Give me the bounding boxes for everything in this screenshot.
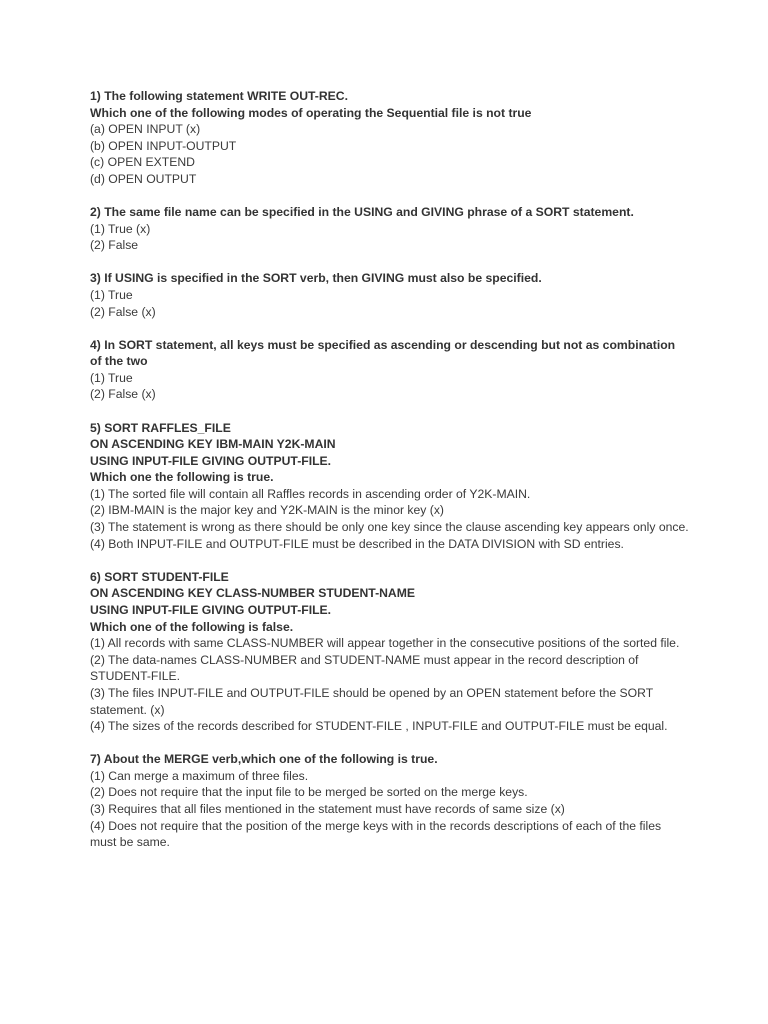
question-text: 7) About the MERGE verb,which one of the following is true. <box>90 752 438 767</box>
question-5 <box>90 420 690 553</box>
question-text: 2) The same file name can be specified in the USING and GIVING phrase of a SORT statement. <box>90 205 634 220</box>
question-3 <box>90 270 690 320</box>
answer-option: (2) The data-names CLASS-NUMBER and STUDENT-NAME must appear in the record description of STUDENT-FILE. <box>90 652 639 684</box>
answer-option: (2) False (x) <box>90 387 156 402</box>
question-text: 3) If USING is specified in the SORT verb, then GIVING must also be specified. <box>90 271 542 286</box>
answer-option: (2) IBM-MAIN is the major key and Y2K-MAIN is the minor key (x) <box>90 503 444 518</box>
question-text: Which one of the following is false. <box>90 619 294 634</box>
answer-option: (2) False (x) <box>90 304 156 319</box>
question-4 <box>90 337 690 403</box>
answer-option: (1) Can merge a maximum of three files. <box>90 768 309 783</box>
answer-option: (3) Requires that all files mentioned in the statement must have records of same size (x) <box>90 801 565 816</box>
document-page <box>90 88 690 867</box>
answer-option: (c) OPEN EXTEND <box>90 155 195 170</box>
question-text: 1) The following statement WRITE OUT-REC. <box>90 89 348 103</box>
answer-option: (4) The sizes of the records described for STUDENT-FILE , INPUT-FILE and OUTPUT-FILE must be equal. <box>90 719 668 734</box>
question-text: Which one of the following modes of operating the Sequential file is not true <box>90 105 532 120</box>
answer-option: (2) Does not require that the input file to be merged be sorted on the merge keys. <box>90 785 528 800</box>
question-text: ON ASCENDING KEY CLASS-NUMBER STUDENT-NAME <box>90 586 416 601</box>
answer-option: (1) True <box>90 287 133 302</box>
answer-option: (a) OPEN INPUT (x) <box>90 122 201 137</box>
answer-option: (1) True (x) <box>90 221 151 236</box>
question-2 <box>90 204 690 254</box>
answer-option: (2) False <box>90 238 139 253</box>
answer-option: (1) True <box>90 370 133 385</box>
answer-option: (4) Does not require that the position of the merge keys with in the records descriptions of each of the files must be same. <box>90 818 662 850</box>
answer-option: (3) The statement is wrong as there should be only one key since the clause ascending key appears only once. <box>90 520 689 535</box>
question-1 <box>90 88 690 188</box>
question-text: USING INPUT-FILE GIVING OUTPUT-FILE. <box>90 602 332 617</box>
question-text: 5) SORT RAFFLES_FILE <box>90 420 231 435</box>
answer-option: (3) The files INPUT-FILE and OUTPUT-FILE should be opened by an OPEN statement before the SORT statement. (x) <box>90 685 653 717</box>
question-7 <box>90 751 690 851</box>
question-6 <box>90 569 690 735</box>
question-text: 6) SORT STUDENT-FILE <box>90 569 229 584</box>
question-text: USING INPUT-FILE GIVING OUTPUT-FILE. <box>90 453 332 468</box>
question-text: ON ASCENDING KEY IBM-MAIN Y2K-MAIN <box>90 437 336 452</box>
question-text: 4) In SORT statement, all keys must be specified as ascending or descending but not as combination of the two <box>90 337 676 369</box>
answer-option: (1) All records with same CLASS-NUMBER will appear together in the consecutive positions of the sorted file. <box>90 636 680 651</box>
answer-option: (4) Both INPUT-FILE and OUTPUT-FILE must be described in the DATA DIVISION with SD entries. <box>90 536 624 551</box>
question-text: Which one the following is true. <box>90 470 274 485</box>
answer-option: (d) OPEN OUTPUT <box>90 171 197 186</box>
answer-option: (1) The sorted file will contain all Raffles records in ascending order of Y2K-MAIN. <box>90 486 531 501</box>
answer-option: (b) OPEN INPUT-OUTPUT <box>90 138 237 153</box>
